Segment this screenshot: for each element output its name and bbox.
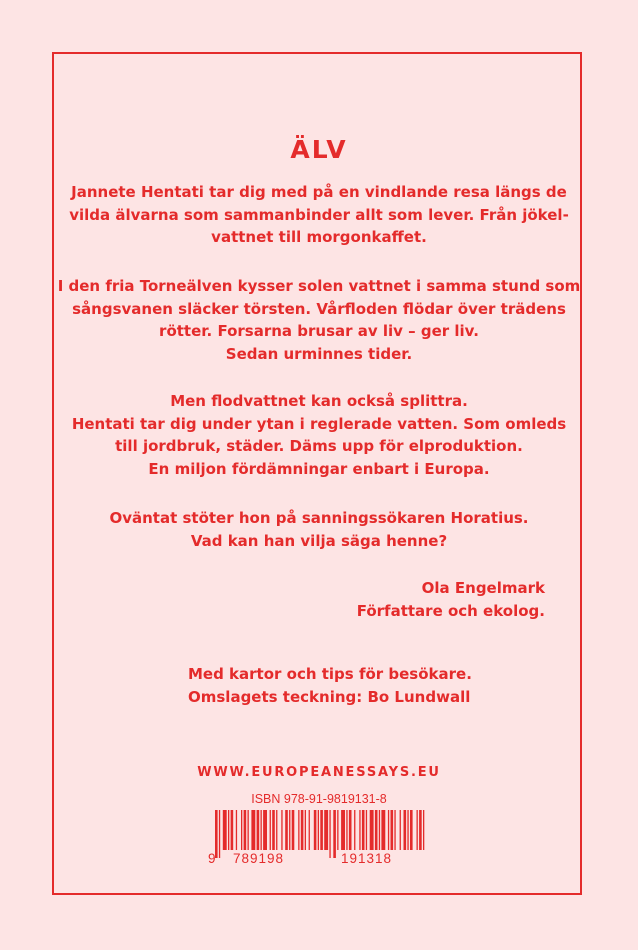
blurb-line: sångsvanen släcker törsten. Vårfloden flödar över trädens [72, 299, 566, 318]
blurb-line: Hentati tar dig under ytan i reglerade vatten. Som omleds [71, 414, 567, 433]
blurb-line: vattnet till morgonkaffet. [211, 228, 427, 246]
barcode-bar [241, 810, 242, 850]
barcode-bar [359, 810, 360, 850]
blurb-line: Sedan urminnes tider. [225, 344, 413, 363]
barcode-bar [379, 810, 380, 850]
blurb-paragraph-3 [0, 390, 638, 480]
blurb-paragraph-4 [0, 507, 638, 552]
barcode-bar [366, 810, 367, 850]
barcode-bar [285, 810, 288, 850]
barcode-bar [341, 810, 345, 850]
barcode-bar [223, 810, 227, 850]
barcode-bar [261, 810, 262, 850]
book-extras [188, 663, 472, 708]
barcode-bar [281, 810, 282, 850]
barcode-bar [407, 810, 408, 850]
blurb-paragraph-1 [0, 181, 638, 249]
barcode-bar [417, 810, 418, 850]
blurb-line: vilda älvarna som sammanbinder allt som lever. Från jökel- [69, 205, 569, 224]
barcode-bar [314, 810, 317, 850]
blurb-line: I den fria Torneälven kysser solen vattnet i samma stund som [57, 277, 581, 295]
barcode-bar [257, 810, 260, 850]
barcode-bar [404, 810, 407, 850]
blurb-line: Jannete Hentati tar dig med på en vindlande resa längs de [71, 183, 567, 201]
barcode-bar [263, 810, 267, 850]
barcode-bar [231, 810, 234, 850]
barcode-bar [276, 810, 277, 850]
isbn-text: ISBN 978-91-9819131-8 [251, 792, 387, 806]
blurb-paragraph-2 [0, 275, 638, 365]
barcode-bar [337, 810, 338, 850]
barcode-bar [423, 810, 424, 850]
barcode-bar [349, 810, 352, 850]
blurb-line: En miljon fördämningar enbart i Europa. [148, 459, 490, 478]
barcode-bar [292, 810, 295, 850]
blurb-line: till jordbruk, städer. Däms upp för elproduktion. [115, 437, 523, 455]
barcode-bar [362, 810, 365, 850]
barcode-first-digit: 9 [208, 851, 217, 866]
barcode-bar [298, 810, 299, 850]
barcode-bar [381, 810, 385, 850]
barcode-bar [388, 810, 389, 850]
endorser-name: Ola Engelmark [421, 579, 545, 597]
endorsement-signature [357, 577, 545, 622]
barcode-bar [301, 810, 304, 850]
barcode-bar [270, 810, 271, 850]
barcode-bar [400, 810, 401, 850]
barcode-bar [236, 810, 237, 850]
barcode-bar [375, 810, 378, 850]
barcode-bar [318, 810, 319, 850]
barcode-bar [309, 810, 310, 850]
blurb-line: Vad kan han vilja säga henne? [190, 531, 448, 550]
endorser-role: Författare och ekolog. [356, 601, 545, 620]
extras-line: Med kartor och tips för besökare. [188, 665, 472, 683]
barcode-left-digits: 789198 [233, 851, 285, 866]
blurb-line: Men flodvattnet kan också splittra. [170, 392, 468, 410]
barcode-bar [324, 810, 328, 850]
barcode-bar [251, 810, 255, 850]
barcode-bar [391, 810, 394, 850]
publisher-website: WWW.EUROPEANESSAYS.EU [197, 765, 441, 780]
barcode-bar [419, 810, 422, 850]
book-title: ÄLV [290, 135, 348, 164]
barcode-bar [289, 810, 290, 850]
barcode-bar [333, 810, 336, 858]
barcode-bar [244, 810, 247, 850]
barcode-bar [394, 810, 395, 850]
barcode-bar [305, 810, 306, 850]
barcode-bar [410, 810, 413, 850]
barcode-bar [272, 810, 275, 850]
barcode-right-digits: 191318 [341, 851, 393, 866]
barcode-bar [329, 810, 330, 858]
barcode-bar [219, 810, 220, 858]
barcode-bar [228, 810, 229, 850]
barcode-bar [320, 810, 323, 850]
blurb-line: Oväntat stöter hon på sanningssökaren Horatius. [109, 509, 529, 527]
barcode-bar [354, 810, 355, 850]
blurb-line: rötter. Forsarna brusar av liv – ger liv. [159, 322, 479, 340]
barcode-bar [346, 810, 347, 850]
extras-line: Omslagets teckning: Bo Lundwall [188, 687, 471, 706]
barcode-bar [248, 810, 249, 850]
barcode-bar [370, 810, 374, 850]
